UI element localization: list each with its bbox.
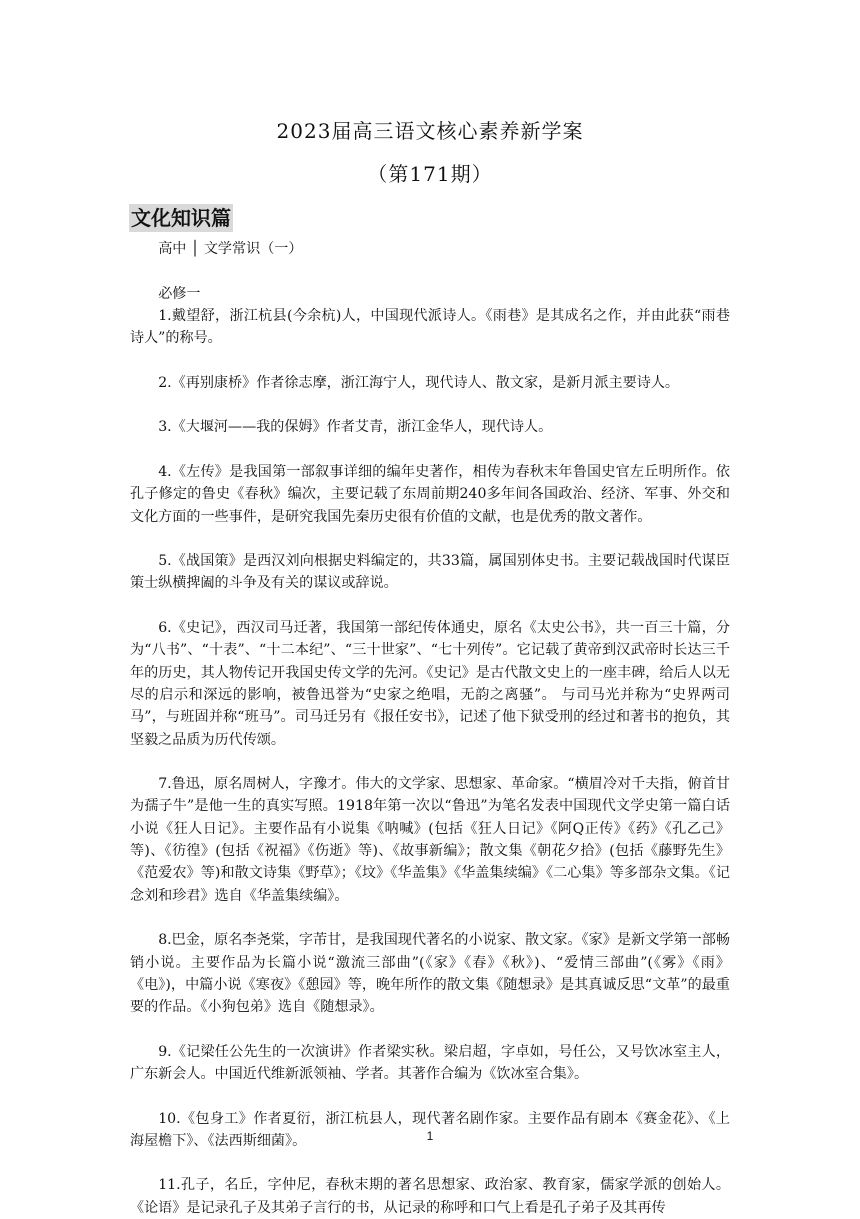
breadcrumb: 高中 │ 文学常识（一） <box>158 241 303 257</box>
list-item: 3.《大堰河——我的保姆》作者艾青，浙江金华人，现代诗人。 <box>158 419 553 436</box>
issue-number: （第171期） <box>367 162 493 186</box>
list-item: 2.《再别康桥》作者徐志摩，浙江海宁人，现代诗人、散文家，是新月派主要诗人。 <box>158 374 680 391</box>
course-label: 必修一 <box>158 285 201 302</box>
document-title: 2023届高三语文核心素养新学案 <box>276 119 584 143</box>
list-item: 6.《史记》，西汉司马迁著，我国第一部纪传体通史，原名《太史公书》，共一百三十篇，分为“八书”、“十表”、“十二本纪”、“三十世家”、“七十列传”。它记载了黄帝到汉武帝时长达三千年的历史，其人物传记开我国史传文学的先河。《史记》是古代散文史上的一座丰碑，给后人以无尽的启示和深远的影响，被鲁迅誉为“史家之绝唱，无韵之离骚”。 与司马光并称为“史界两司马”，与班固并称“班马”。司马迁另有《报任安书》，记述了他下狱受刑的经过和著书的抱负，其坚毅之品质为历代传颂。 <box>130 620 730 748</box>
list-item: 7.鲁迅，原名周树人，字豫才。伟大的文学家、思想家、革命家。“横眉冷对千夫指，俯首甘为孺子牛”是他一生的真实写照。1918年第一次以“鲁迅”为笔名发表中国现代文学史第一篇白话小说《狂人日记》。主要作品有小说集《呐喊》(包括《狂人日记》《阿Q正传》《药》《孔乙己》等)、《彷徨》(包括《祝福》《伤逝》等)、《故事新编》；散文集《朝花夕拾》(包括《藤野先生》《范爱农》等)和散文诗集《野草》；《坟》《华盖集》《华盖集续编》《二心集》等多部杂文集。《记念刘和珍君》选自《华盖集续编》。 <box>130 776 730 904</box>
list-item: 10.《包身工》作者夏衍，浙江杭县人，现代著名剧作家。主要作品有剧本《赛金花》、《上海屋檐下》、《法西斯细菌》。 <box>130 1110 730 1149</box>
section-heading: 文化知识篇 <box>131 206 231 230</box>
list-item: 1.戴望舒，浙江杭县(今余杭)人，中国现代派诗人。《雨巷》是其成名之作，并由此获“雨巷诗人”的称号。 <box>130 307 730 347</box>
list-item: 11.孔子，名丘，字仲尼，春秋末期的著名思想家、政治家、教育家，儒家学派的创始人。《论语》是记录孔子及其弟子言行的书，从记录的称呼和口气上看是孔子弟子及其再传 <box>130 1177 730 1216</box>
list-item: 9.《记梁任公先生的一次演讲》作者梁实秋。梁启超，字卓如，号任公，又号饮冰室主人，广东新会人。中国近代维新派领袖、学者。其著作合编为《饮冰室合集》。 <box>130 1043 730 1082</box>
list-item: 8.巴金，原名李尧棠，字芾甘，是我国现代著名的小说家、散文家。《家》是新文学第一部畅销小说。主要作品为长篇小说“激流三部曲”(《家》《春》《秋》)、“爱情三部曲”(《雾》《雨》《电》)，中篇小说《寒夜》《憩园》等，晚年所作的散文集《随想录》是其真诚反思“文革”的最重要的作品。《小狗包弟》选自《随想录》。 <box>130 932 730 1016</box>
page-number: 1 <box>426 1129 434 1143</box>
list-item: 4.《左传》是我国第一部叙事详细的编年史著作，相传为春秋末年鲁国史官左丘明所作。依孔子修定的鲁史《春秋》编次，主要记载了东周前期240多年间各国政治、经济、军事、外交和文化方面的一些事件，是研究我国先秦历史很有价值的文献，也是优秀的散文著作。 <box>130 463 730 525</box>
list-item: 5.《战国策》是西汉刘向根据史料编定的，共33篇，属国别体史书。主要记载战国时代谋臣策士纵横捭阖的斗争及有关的谋议或辞说。 <box>130 553 730 592</box>
document-body <box>130 238 730 1219</box>
